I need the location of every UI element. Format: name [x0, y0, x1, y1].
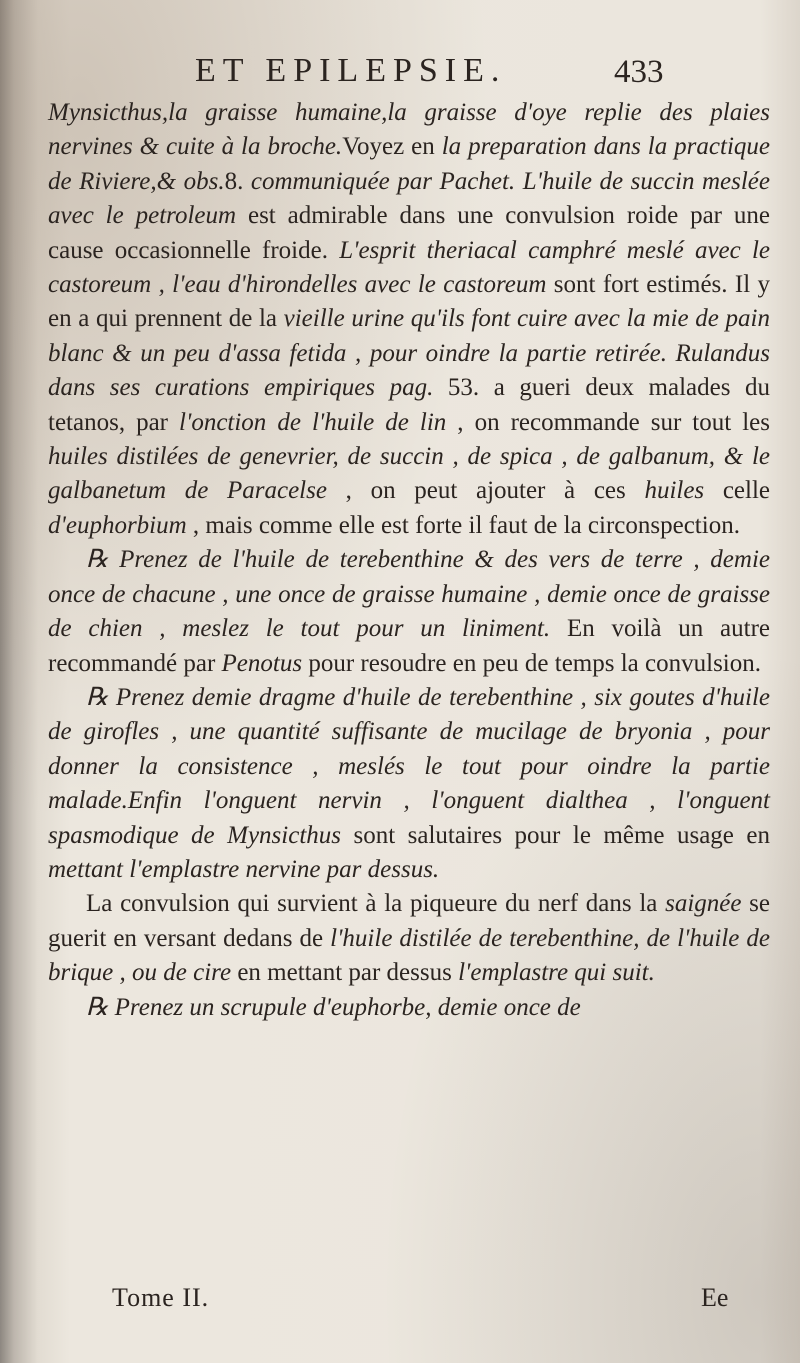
- italic-text: Penotus: [221, 649, 303, 677]
- italic-text: saignée: [665, 890, 742, 918]
- roman-text: La convulsion qui survient à la piqueure du nerf dans la: [86, 890, 666, 918]
- roman-text: celle: [704, 477, 771, 505]
- page-footer: [0, 1283, 800, 1323]
- italic-text: l'huile distilée de terebenthine, de l'huile de brique , ou de cire: [48, 924, 770, 987]
- italic-text: l'onction de l'huile de lin: [179, 408, 447, 436]
- italic-text: ℞ Prenez demie dragme d'huile de terebenthine , six goutes d'huile de girofles , une quantité suffisante de mucilage de bryonia , pour donner la consistence , meslés le tout pour oindre la partie malade.Enfin l'onguent nervin , l'onguent dialthea , l'onguent spasmodique de Mynsicthus: [48, 683, 770, 849]
- roman-text: 53. a gueri deux malades du tetanos, par: [48, 374, 770, 436]
- roman-text: , on recommande sur tout les: [446, 408, 770, 436]
- volume-label: Tome II.: [112, 1283, 210, 1312]
- page-number: 433: [614, 54, 664, 90]
- roman-text: est admirable dans une convulsion roide par une cause occasionnelle froide.: [48, 202, 770, 264]
- italic-text: ℞ Prenez de l'huile de terebenthine & des vers de terre , demie once de chacune , une once de graisse humaine , demie once de graisse de chien , meslez le tout pour un liniment.: [48, 546, 770, 643]
- roman-text: sont salutaires pour le même usage en: [341, 821, 770, 849]
- paragraph: [48, 887, 770, 990]
- roman-text: , on peut ajouter à ces: [326, 477, 645, 505]
- italic-text: Mynsicthus,la graisse humaine,la graisse d'oye replie des plaies nervines & cuite à la broche.: [48, 99, 770, 161]
- roman-text: sont fort estimés. Il y en a qui prennent de la: [48, 271, 771, 333]
- italic-text: vieille urine qu'ils font cuire avec la mie de pain blanc & un peu d'assa fetida , pour oindre la partie retirée. Rulandus dans ses curations empiriques pag.: [48, 305, 770, 402]
- page-header: [0, 52, 800, 102]
- paragraph: [48, 681, 770, 887]
- signature-mark: Ee: [701, 1283, 729, 1312]
- roman-text: 8.: [224, 167, 251, 195]
- roman-text: se guerit en versant dedans de: [48, 890, 771, 952]
- paragraph: [48, 96, 770, 543]
- italic-text: mettant l'emplastre nervine par dessus.: [48, 855, 440, 883]
- roman-text: pour resoudre en peu de temps la convulsion.: [302, 649, 761, 677]
- body-text: [48, 96, 770, 1025]
- italic-text: ℞ Prenez un scrupule d'euphorbe, demie once de: [86, 993, 581, 1021]
- running-head: ET EPILEPSIE.: [195, 52, 507, 89]
- roman-text: , mais comme elle est forte il faut de la circonspection.: [186, 511, 740, 539]
- italic-text: huiles: [644, 477, 705, 505]
- italic-text: d'euphorbium: [48, 511, 187, 539]
- roman-text: Voyez en: [342, 133, 442, 161]
- paragraph: [48, 991, 770, 1025]
- italic-text: huiles distilées de genevrier, de succin , de spica , de galbanum, & le galbanetum de Paracelse: [48, 443, 770, 505]
- italic-text: communiquée par Pachet. L'huile de succin meslée avec le petroleum: [48, 167, 771, 230]
- italic-text: L'esprit theriacal camphré meslé avec le castoreum , l'eau d'hirondelles avec le castoreum: [48, 236, 770, 299]
- paragraph: [48, 543, 770, 681]
- roman-text: En voilà un autre recommandé par: [48, 615, 770, 677]
- italic-text: l'emplastre qui suit.: [458, 959, 655, 987]
- roman-text: en mettant par dessus: [231, 959, 459, 987]
- italic-text: la preparation dans la practique de Riviere,& obs.: [48, 133, 770, 195]
